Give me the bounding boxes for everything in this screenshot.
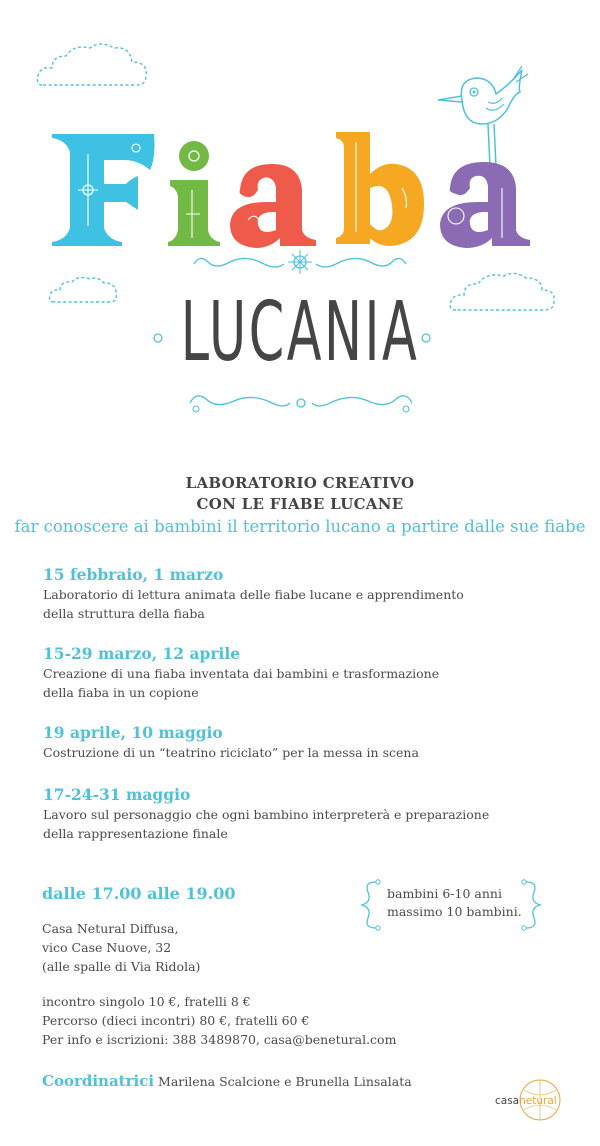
schedule-date: 19 aprile, 10 maggio xyxy=(43,723,223,742)
address-line: vico Case Nuove, 32 xyxy=(42,940,172,955)
price-line: incontro singolo 10 €, fratelli 8 € xyxy=(42,994,251,1009)
subtitle-lucania: LUCANIA xyxy=(180,285,420,380)
schedule-item xyxy=(43,644,513,702)
schedule-desc: Creazione di una fiaba inventata dai bambini e trasformazione xyxy=(43,666,440,681)
title-letter-f xyxy=(48,130,160,248)
dot-decoration xyxy=(152,332,164,344)
schedule-desc: Lavoro sul personaggio che ogni bambino interpreterà e preparazione xyxy=(43,807,490,822)
schedule-desc: Costruzione di un “teatrino riciclato” per la messa in scena xyxy=(43,745,419,760)
schedule-desc: della rappresentazione finale xyxy=(43,826,228,841)
price-line: Percorso (dieci incontri) 80 €, fratelli 60 € xyxy=(42,1013,310,1028)
schedule-date: 17-24-31 maggio xyxy=(43,785,191,804)
age-info xyxy=(387,885,522,921)
casa-netural-logo: casanetural xyxy=(495,1095,557,1107)
schedule-desc: Laboratorio di lettura animata delle fiabe lucane e apprendimento xyxy=(43,587,464,602)
coordinators-label: Coordinatrici xyxy=(42,1072,155,1090)
coordinators xyxy=(42,1072,412,1091)
schedule-item xyxy=(43,565,513,623)
contact-line: Per info e iscrizioni: 388 3489870, casa@benetural.com xyxy=(42,1032,397,1047)
tagline: far conoscere ai bambini il territorio lucano a partire dalle sue fiabe xyxy=(14,517,586,536)
title-letter-i xyxy=(164,140,222,248)
address-line: (alle spalle di Via Ridola) xyxy=(42,959,201,974)
ornament-flourish-top xyxy=(190,248,410,278)
heading-line-1: LABORATORIO CREATIVO xyxy=(185,474,415,492)
dot-decoration xyxy=(420,332,432,344)
schedule-desc: della struttura della fiaba xyxy=(43,606,205,621)
schedule-item xyxy=(43,785,513,843)
address-line: Casa Netural Diffusa, xyxy=(42,921,179,936)
max-participants: massimo 10 bambini. xyxy=(387,904,522,919)
title-letter-b xyxy=(332,128,428,248)
schedule-item xyxy=(43,723,513,762)
cloud-decoration-top-left xyxy=(34,40,154,95)
bird-illustration xyxy=(430,62,530,172)
title-letter-a1 xyxy=(226,160,318,248)
time-range: dalle 17.00 alle 19.00 xyxy=(42,884,236,903)
heading-line-2: CON LE FIABE LUCANE xyxy=(196,495,404,513)
schedule-date: 15-29 marzo, 12 aprile xyxy=(43,644,241,663)
ornament-flourish-bottom xyxy=(186,385,416,419)
coordinators-names: Marilena Scalcione e Brunella Linsalata xyxy=(158,1074,412,1089)
bracket-left-decoration xyxy=(358,878,382,932)
cloud-decoration-left xyxy=(48,275,120,307)
bracket-right-decoration xyxy=(520,878,544,932)
schedule-desc: della fiaba in un copione xyxy=(43,685,199,700)
schedule-date: 15 febbraio, 1 marzo xyxy=(43,565,224,584)
age-range: bambini 6-10 anni xyxy=(387,886,502,901)
title-letter-a2 xyxy=(436,158,532,248)
